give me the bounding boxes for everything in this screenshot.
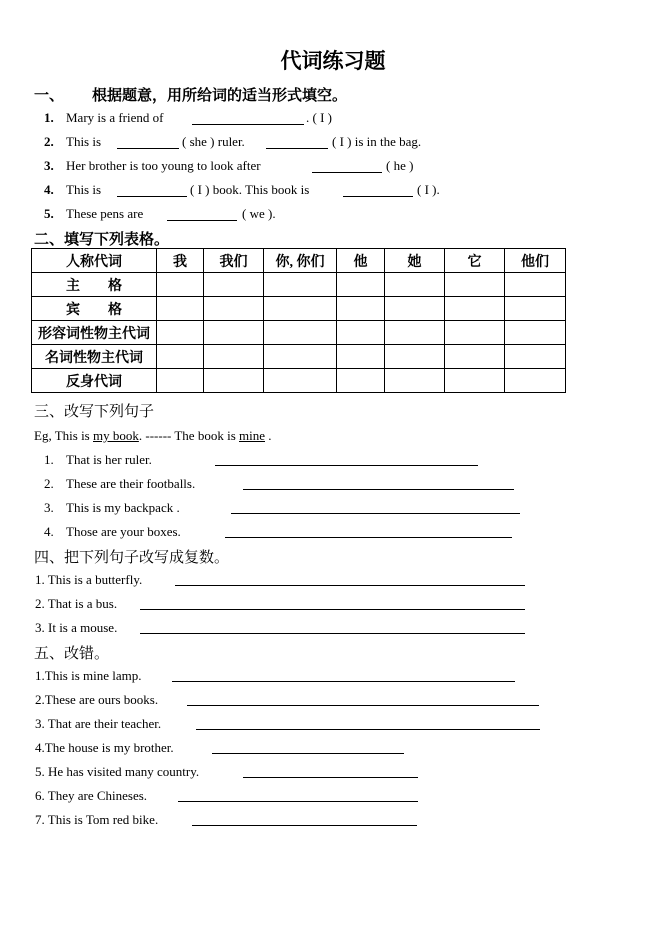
s5-item-4: 4.The house is my brother. [35, 740, 174, 755]
s1-q5-blank[interactable] [167, 220, 237, 221]
row-header-cell: 宾 格 [32, 297, 157, 321]
s3-item-3 [44, 500, 180, 516]
s1-q2-number: 2. [44, 134, 54, 149]
section5-heading: 五、改错。 [34, 646, 110, 662]
table-header-cell: 你, 你们 [264, 249, 337, 273]
table-header-cell: 它 [445, 249, 505, 273]
section1-heading-number: 一、 [34, 88, 65, 104]
answer-cell[interactable] [157, 297, 204, 321]
s5-answer-line-1[interactable] [172, 681, 515, 682]
page-title: 代词练习题 [280, 49, 386, 73]
answer-cell[interactable] [445, 369, 505, 393]
s5-answer-line-3[interactable] [196, 729, 540, 730]
table-header-cell: 他 [337, 249, 385, 273]
answer-cell[interactable] [337, 345, 385, 369]
s3-example-b: my book [93, 428, 139, 443]
answer-cell[interactable] [385, 321, 445, 345]
s3-example-e: . [265, 428, 272, 443]
s1-question-1 [44, 110, 163, 126]
table-row [32, 321, 566, 345]
section1-heading: 根据题意，用所给词的适当形式填空。 [92, 88, 348, 104]
s3-item-4-text: Those are your boxes. [66, 524, 181, 539]
s1-q3-text-a: Her brother is too young to look after [66, 158, 261, 173]
answer-cell[interactable] [385, 297, 445, 321]
answer-cell[interactable] [385, 369, 445, 393]
answer-cell[interactable] [505, 321, 566, 345]
answer-cell[interactable] [445, 345, 505, 369]
s1-q3-text-b: ( he ) [386, 158, 414, 173]
s1-q5-text-b: ( we ). [242, 206, 276, 221]
answer-cell[interactable] [204, 297, 264, 321]
s1-q5-text-a: These pens are [66, 206, 144, 221]
answer-cell[interactable] [204, 273, 264, 297]
table-header-cell: 她 [385, 249, 445, 273]
s3-answer-line-3[interactable] [231, 513, 520, 514]
answer-cell[interactable] [157, 273, 204, 297]
answer-cell[interactable] [264, 273, 337, 297]
answer-cell[interactable] [264, 297, 337, 321]
answer-cell[interactable] [445, 273, 505, 297]
s1-q4-text-b: ( I ) book. This book is [190, 182, 310, 197]
table-row [32, 345, 566, 369]
s4-answer-line-1[interactable] [175, 585, 525, 586]
answer-cell[interactable] [157, 321, 204, 345]
answer-cell[interactable] [505, 345, 566, 369]
table-header-cell: 我们 [204, 249, 264, 273]
s3-item-1-number: 1. [44, 452, 54, 467]
s5-item-2: 2.These are ours books. [35, 692, 159, 707]
s5-answer-line-2[interactable] [187, 705, 539, 706]
s5-answer-line-6[interactable] [178, 801, 418, 802]
s1-q2-blank-1[interactable] [117, 148, 179, 149]
s1-q4-text-c: ( I ). [417, 182, 440, 197]
s4-item-3: 3. It is a mouse. [35, 620, 118, 635]
s5-answer-line-4[interactable] [212, 753, 404, 754]
s3-item-3-number: 3. [44, 500, 54, 515]
row-header-cell: 主 格 [32, 273, 157, 297]
s3-item-3-text: This is my backpack . [66, 500, 180, 515]
answer-cell[interactable] [505, 297, 566, 321]
answer-cell[interactable] [264, 345, 337, 369]
section3-heading: 三、改写下列句子 [34, 404, 155, 420]
s1-q4-blank-2[interactable] [343, 196, 413, 197]
s4-item-1: 1. This is a butterfly. [35, 572, 143, 587]
s5-item-7: 7. This is Tom red bike. [35, 812, 159, 827]
s3-item-2-text: These are their footballs. [66, 476, 196, 491]
section2-heading: 二、填写下列表格。 [34, 232, 170, 248]
s1-q5-number: 5. [44, 206, 54, 221]
table-header-row [32, 249, 566, 273]
s4-answer-line-2[interactable] [140, 609, 525, 610]
answer-cell[interactable] [264, 321, 337, 345]
table-header-cell: 他们 [505, 249, 566, 273]
answer-cell[interactable] [337, 321, 385, 345]
pronoun-table [31, 248, 566, 393]
s1-q4-number: 4. [44, 182, 54, 197]
s3-item-2-number: 2. [44, 476, 54, 491]
s3-example [34, 428, 272, 444]
s3-example-c: . ------ The book is [138, 428, 239, 443]
answer-cell[interactable] [445, 321, 505, 345]
answer-cell[interactable] [264, 369, 337, 393]
table-row [32, 369, 566, 393]
row-header-cell: 反身代词 [32, 369, 157, 393]
table-row [32, 297, 566, 321]
s1-q1-text-b: . ( I ) [306, 110, 332, 125]
s1-question-4 [44, 182, 101, 198]
answer-cell[interactable] [445, 297, 505, 321]
s1-q3-blank[interactable] [312, 172, 382, 173]
s1-q2-text-c: ( I ) is in the bag. [332, 134, 422, 149]
answer-cell[interactable] [204, 321, 264, 345]
s3-item-4-number: 4. [44, 524, 54, 539]
s3-answer-line-1[interactable] [215, 465, 478, 466]
table-header-cell: 人称代词 [32, 249, 157, 273]
answer-cell[interactable] [204, 369, 264, 393]
s5-item-1: 1.This is mine lamp. [35, 668, 142, 683]
s1-q2-text-a: This is [66, 134, 102, 149]
s1-q1-blank[interactable] [192, 124, 304, 125]
table-row [32, 273, 566, 297]
answer-cell[interactable] [337, 273, 385, 297]
s4-answer-line-3[interactable] [140, 633, 525, 634]
s3-example-d: mine [239, 428, 265, 443]
s3-item-1-text: That is her ruler. [66, 452, 152, 467]
s5-answer-line-5[interactable] [243, 777, 418, 778]
s3-item-2 [44, 476, 195, 492]
row-header-cell: 形容词性物主代词 [32, 321, 157, 345]
s1-q4-text-a: This is [66, 182, 102, 197]
s3-item-4 [44, 524, 181, 540]
s1-question-3 [44, 158, 261, 174]
answer-cell[interactable] [337, 369, 385, 393]
s5-item-3: 3. That are their teacher. [35, 716, 162, 731]
s1-q4-blank-1[interactable] [117, 196, 187, 197]
s3-answer-line-4[interactable] [225, 537, 512, 538]
s1-q1-number: 1. [44, 110, 54, 125]
s3-item-1 [44, 452, 152, 468]
answer-cell[interactable] [157, 345, 204, 369]
s1-question-5 [44, 206, 143, 222]
answer-cell[interactable] [385, 345, 445, 369]
s1-q1-text-a: Mary is a friend of [66, 110, 164, 125]
s5-answer-line-7[interactable] [192, 825, 417, 826]
s5-item-5: 5. He has visited many country. [35, 764, 200, 779]
answer-cell[interactable] [204, 345, 264, 369]
answer-cell[interactable] [385, 273, 445, 297]
answer-cell[interactable] [157, 369, 204, 393]
s1-q2-blank-2[interactable] [266, 148, 328, 149]
s1-q3-number: 3. [44, 158, 54, 173]
answer-cell[interactable] [337, 297, 385, 321]
s1-q2-text-b: ( she ) ruler. [182, 134, 245, 149]
s3-answer-line-2[interactable] [243, 489, 514, 490]
s3-example-a: Eg, This is [34, 428, 93, 443]
s1-question-2 [44, 134, 101, 150]
section4-heading: 四、把下列句子改写成复数。 [34, 550, 230, 566]
table-header-cell: 我 [157, 249, 204, 273]
s4-item-2: 2. That is a bus. [35, 596, 118, 611]
row-header-cell: 名词性物主代词 [32, 345, 157, 369]
answer-cell[interactable] [505, 273, 566, 297]
answer-cell[interactable] [505, 369, 566, 393]
s5-item-6: 6. They are Chineses. [35, 788, 148, 803]
